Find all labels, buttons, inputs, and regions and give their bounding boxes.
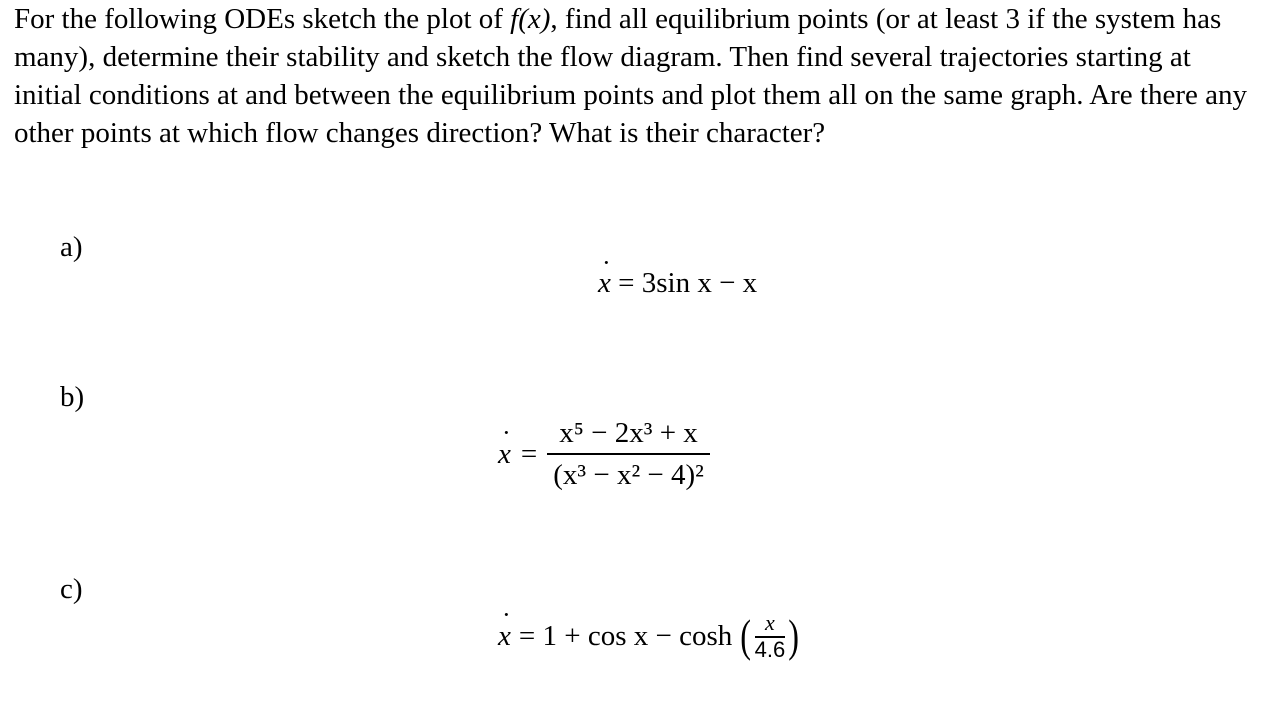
part-b-label: b) [60, 381, 85, 413]
fraction-c [755, 610, 786, 662]
numerator-b: x⁵ − 2x³ + x [559, 417, 698, 449]
part-c-label: c) [60, 573, 83, 605]
xdot-a: x ˙ [598, 266, 611, 300]
xdot-c: x ˙ [498, 620, 511, 653]
equation-a [598, 266, 757, 300]
fraction-b [547, 416, 710, 492]
equation-b [498, 414, 710, 494]
xdot-b: x ˙ [498, 438, 511, 471]
equals-b: = [520, 437, 538, 470]
part-a-label: a) [60, 231, 83, 263]
function-fx: f(x) [510, 3, 551, 35]
intro-text-2: , find all equilibrium points (or at least 3 if the system has many), determine their stability and sketch the flow diagram. Then find several trajectories starting at initial conditions at and between the equilibrium points and plot them all on the same graph. Are there any other points at which flow changes direction? What is their character? [14, 3, 1247, 149]
cosh-argument [738, 610, 801, 662]
intro-text-1: For the following ODEs sketch the plot of [14, 3, 511, 35]
problem-statement [14, 0, 1254, 152]
left-paren: ( [740, 610, 752, 661]
denominator-b: (x³ − x² − 4)² [553, 459, 704, 491]
equation-a-rhs: = 3sin x − x [618, 267, 758, 299]
right-paren: ) [788, 610, 800, 661]
numerator-c: x [765, 610, 775, 636]
equation-c [498, 604, 802, 668]
equation-c-rhs: = 1 + cos x − cosh [518, 619, 733, 652]
denominator-c: 4.6 [754, 636, 786, 662]
